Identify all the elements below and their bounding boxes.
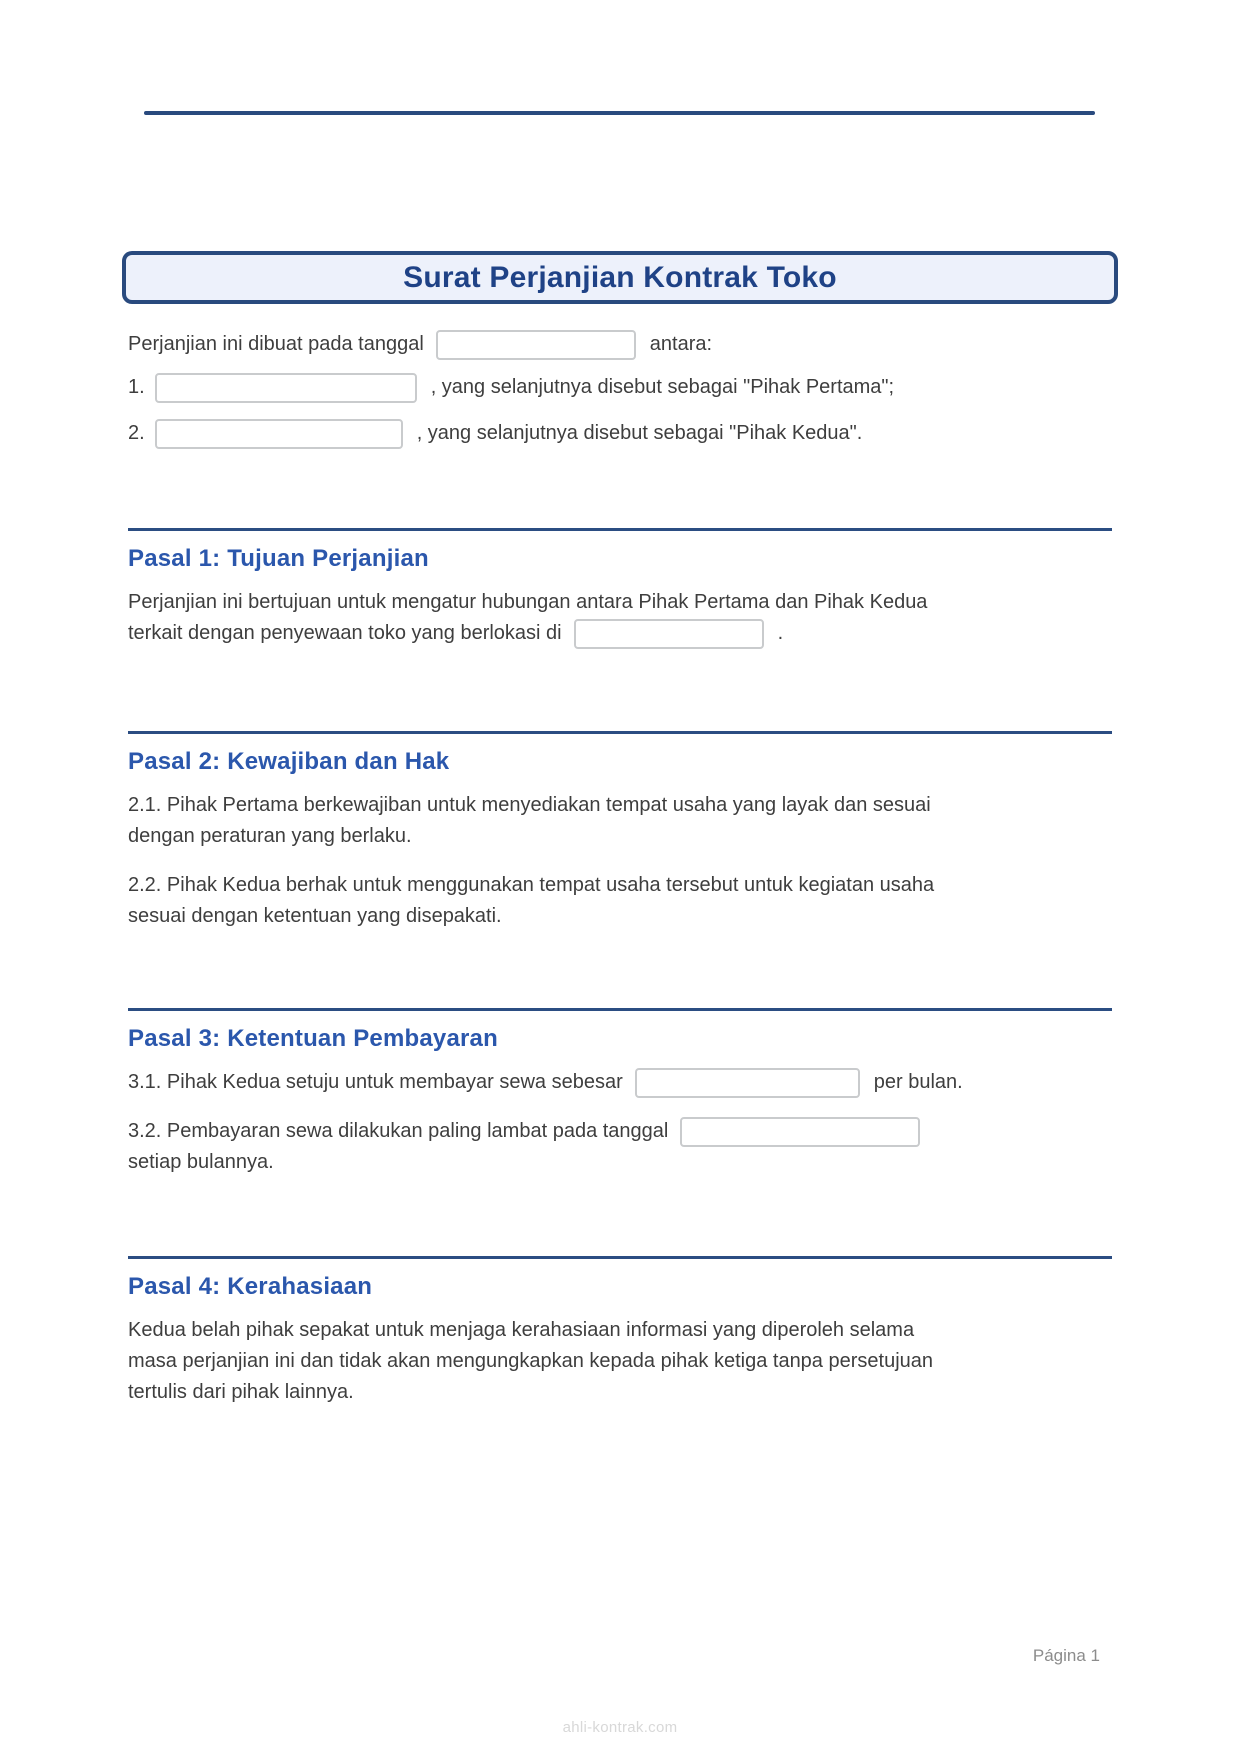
pasal-1-line-2-after: .	[777, 622, 784, 644]
party-one-number: 1.	[128, 376, 145, 398]
intro-before-date-text: Perjanjian ini dibuat pada tanggal	[128, 333, 424, 355]
section-pasal-3-title: Pasal 3: Ketentuan Pembayaran	[128, 1025, 498, 1052]
section-divider	[128, 1256, 1112, 1259]
clause-3-2-line-2: setiap bulannya.	[128, 1151, 274, 1173]
pasal-1-line-1: Perjanjian ini bertujuan untuk mengatur hubungan antara Pihak Pertama dan Pihak Kedua	[128, 591, 928, 613]
clause-2-2-line-1: 2.2. Pihak Kedua berhak untuk menggunakan tempat usaha tersebut untuk kegiatan usaha	[128, 874, 935, 896]
clause-2-1-line-2: dengan peraturan yang berlaku.	[128, 825, 412, 847]
section-pasal-1	[128, 528, 1112, 667]
document-title-box	[122, 251, 1118, 304]
party-one-line	[128, 372, 1112, 403]
clause-3-2	[128, 1116, 1112, 1178]
party-two-line	[128, 418, 1112, 449]
shop-location-input[interactable]	[574, 619, 764, 649]
pasal-4-line-3: tertulis dari pihak lainnya.	[128, 1381, 354, 1403]
section-pasal-1-title: Pasal 1: Tujuan Perjanjian	[128, 545, 429, 572]
pasal-4-body	[128, 1315, 1112, 1408]
intro-after-date-text: antara:	[649, 333, 713, 355]
pasal-1-line-2-before: terkait dengan penyewaan toko yang berlokasi di	[128, 622, 562, 644]
party-one-text: , yang selanjutnya disebut sebagai "Pihak Pertama";	[430, 376, 895, 398]
party-one-name-input[interactable]	[155, 373, 417, 403]
party-two-number: 2.	[128, 422, 145, 444]
section-divider	[128, 1008, 1112, 1011]
clause-3-1-before: 3.1. Pihak Kedua setuju untuk membayar sewa sebesar	[128, 1071, 623, 1093]
watermark-text: ahli-kontrak.com	[562, 1719, 678, 1736]
clause-2-1	[128, 790, 1112, 852]
intro-line	[128, 329, 1112, 360]
pasal-4-line-1: Kedua belah pihak sepakat untuk menjaga kerahasiaan informasi yang diperoleh selama	[128, 1319, 915, 1341]
rent-amount-input[interactable]	[635, 1068, 860, 1098]
pasal-4-line-2: masa perjanjian ini dan tidak akan mengungkapkan kepada pihak ketiga tanpa persetujuan	[128, 1350, 934, 1372]
section-pasal-2	[128, 731, 1112, 950]
top-rule-divider	[144, 111, 1095, 115]
payment-due-date-input[interactable]	[680, 1117, 920, 1147]
section-pasal-4-title: Pasal 4: Kerahasiaan	[128, 1273, 373, 1300]
section-divider	[128, 731, 1112, 734]
clause-2-2	[128, 870, 1112, 932]
clause-2-1-line-1: 2.1. Pihak Pertama berkewajiban untuk menyediakan tempat usaha yang layak dan sesuai	[128, 794, 931, 816]
clause-3-2-before: 3.2. Pembayaran sewa dilakukan paling lambat pada tanggal	[128, 1120, 669, 1142]
contract-date-input[interactable]	[436, 330, 636, 360]
document-title: Surat Perjanjian Kontrak Toko	[403, 260, 837, 294]
clause-3-1	[128, 1067, 1112, 1098]
party-two-text: , yang selanjutnya disebut sebagai "Pihak Kedua".	[416, 422, 863, 444]
section-pasal-2-title: Pasal 2: Kewajiban dan Hak	[128, 748, 450, 775]
section-pasal-3	[128, 1008, 1112, 1196]
page-number: Página 1	[1032, 1646, 1100, 1665]
party-two-name-input[interactable]	[155, 419, 403, 449]
section-pasal-4	[128, 1256, 1112, 1426]
clause-3-1-after: per bulan.	[873, 1071, 963, 1093]
section-divider	[128, 528, 1112, 531]
clause-2-2-line-2: sesuai dengan ketentuan yang disepakati.	[128, 905, 502, 927]
section-pasal-1-body	[128, 587, 1112, 649]
